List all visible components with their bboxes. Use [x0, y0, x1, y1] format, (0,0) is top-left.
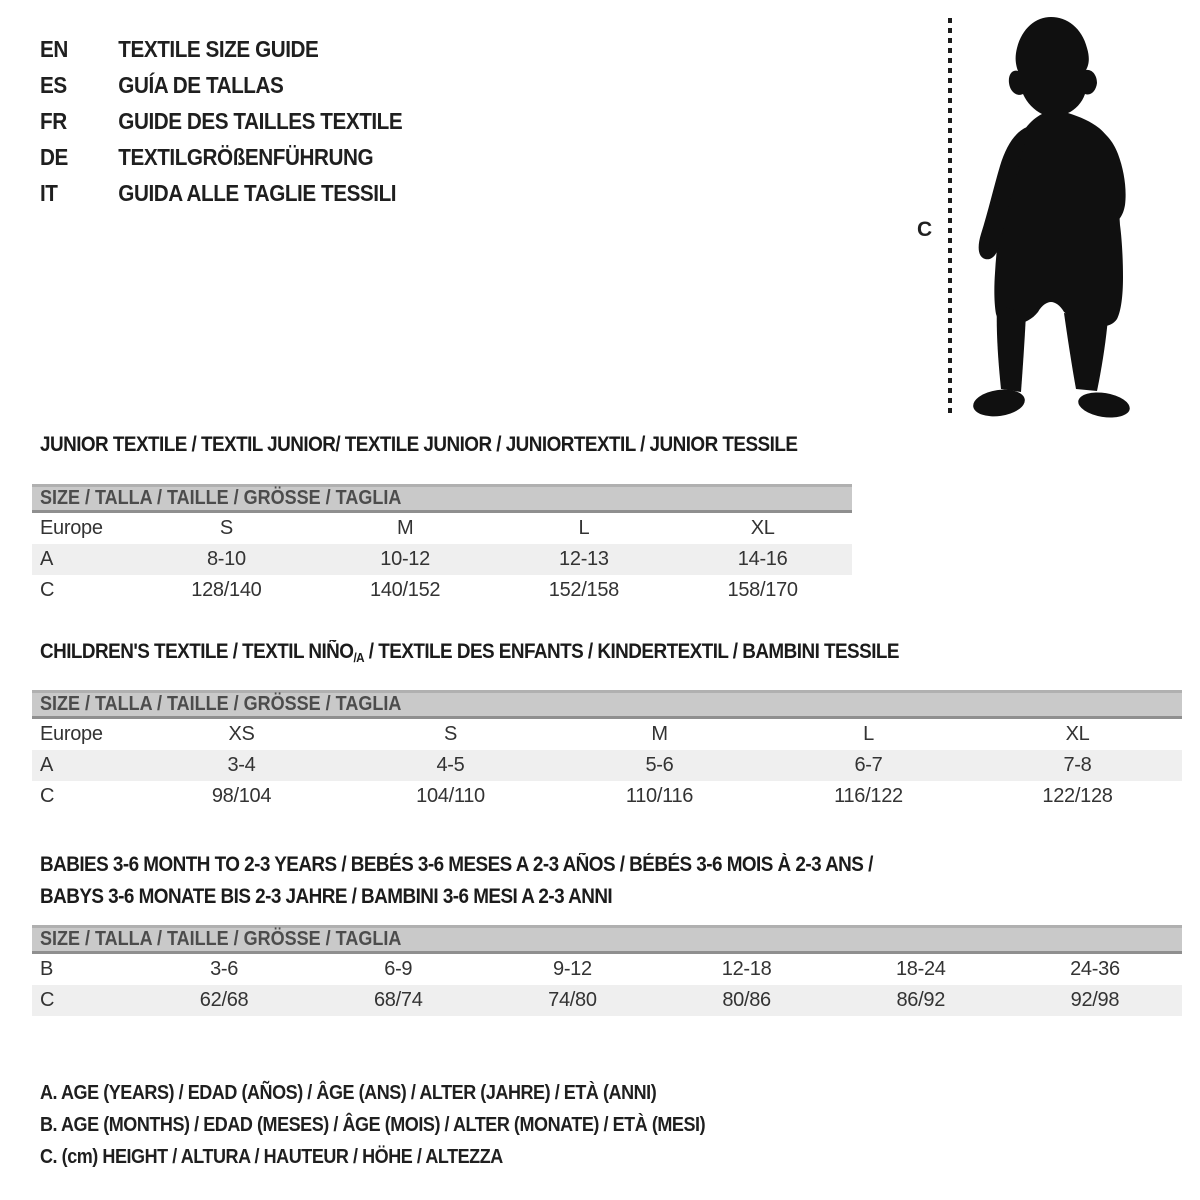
- legend-line-c: C. (cm) HEIGHT / ALTURA / HAUTEUR / HÖHE / ALTEZZA: [40, 1146, 503, 1168]
- lang-row-es: [40, 67, 402, 103]
- table-cell: L: [863, 723, 874, 745]
- size-header-bar: [32, 925, 1182, 954]
- babies-table-rows: [32, 954, 1182, 1016]
- table-cell: 12-18: [721, 958, 772, 980]
- lang-row-it: [40, 175, 402, 211]
- children-size-table: [32, 690, 1182, 812]
- table-cell: L: [578, 517, 590, 539]
- row-label: Europe: [40, 723, 103, 745]
- table-cell: M: [396, 517, 414, 539]
- size-header-bar: [32, 690, 1182, 719]
- table-cell: 3-6: [210, 958, 239, 980]
- row-label: A: [40, 548, 54, 570]
- table-cell: XL: [750, 517, 775, 539]
- table-row-a: [32, 750, 1182, 781]
- table-cell: S: [443, 723, 458, 745]
- table-cell: 5-6: [645, 754, 674, 776]
- row-label: A: [40, 754, 54, 776]
- table-cell: 116/122: [834, 785, 903, 807]
- table-cell: 104/110: [416, 785, 485, 807]
- table-cell: 9-12: [553, 958, 592, 980]
- language-guide-list: [40, 31, 443, 211]
- table-row-c: [32, 575, 852, 606]
- legend-line-a: A. AGE (YEARS) / EDAD (AÑOS) / ÂGE (ANS) / ALTER (JAHRE) / ETÀ (ANNI): [40, 1082, 657, 1104]
- size-header-bar: [32, 484, 852, 513]
- children-table-rows: [32, 719, 1182, 812]
- lang-label: GUIDE DES TAILLES TEXTILE: [118, 107, 403, 134]
- junior-section-heading: JUNIOR TEXTILE / TEXTIL JUNIOR/ TEXTILE JUNIOR / JUNIORTEXTIL / JUNIOR TESSILE: [40, 433, 798, 456]
- table-cell: 158/170: [727, 579, 798, 601]
- lang-code: IT: [40, 179, 58, 206]
- row-label: C: [40, 989, 55, 1011]
- table-cell: S: [219, 517, 233, 539]
- table-row-a: [32, 544, 852, 575]
- table-cell: 86/92: [896, 989, 946, 1011]
- table-cell: 74/80: [548, 989, 597, 1011]
- size-header-text: SIZE / TALLA / TAILLE / GRÖSSE / TAGLIA: [40, 487, 402, 509]
- lang-label: GUÍA DE TALLAS: [118, 71, 284, 98]
- table-row-europe: [32, 513, 852, 544]
- junior-size-table: [32, 484, 852, 606]
- table-row-c: [32, 985, 1182, 1016]
- legend-line-b: B. AGE (MONTHS) / EDAD (MESES) / ÂGE (MOIS) / ALTER (MONATE) / ETÀ (MESI): [40, 1114, 706, 1136]
- table-cell: 80/86: [722, 989, 771, 1011]
- children-heading-pre: CHILDREN'S TEXTILE / TEXTIL NIÑO: [40, 640, 354, 663]
- babies-section-heading-line1: BABIES 3-6 MONTH TO 2-3 YEARS / BEBÉS 3-6 MESES A 2-3 AÑOS / BÉBÉS 3-6 MOIS À 2-3 ANS /: [40, 853, 873, 876]
- table-cell: 152/158: [548, 579, 619, 601]
- table-cell: XS: [228, 723, 255, 745]
- table-cell: 10-12: [380, 548, 430, 570]
- babies-section-heading-line2: BABYS 3-6 MONATE BIS 2-3 JAHRE / BAMBINI 3-6 MESI A 2-3 ANNI: [40, 885, 613, 908]
- table-cell: 14-16: [737, 548, 788, 570]
- row-label: B: [40, 958, 54, 980]
- height-measure-dashed-line: [948, 18, 952, 415]
- table-cell: 122/128: [1042, 785, 1113, 807]
- babies-size-table: [32, 925, 1182, 1016]
- lang-code: ES: [40, 71, 67, 98]
- measure-legend: [40, 1077, 1200, 1173]
- size-header-text: SIZE / TALLA / TAILLE / GRÖSSE / TAGLIA: [40, 693, 402, 715]
- lang-code: EN: [40, 35, 68, 62]
- row-label: Europe: [40, 517, 103, 539]
- lang-label: GUIDA ALLE TAGLIE TESSILI: [118, 179, 397, 206]
- table-cell: 110/116: [625, 785, 694, 807]
- children-section-heading: [40, 640, 994, 666]
- row-label: C: [40, 785, 55, 807]
- height-measure-label: C: [917, 218, 933, 241]
- lang-row-de: [40, 139, 402, 175]
- toddler-silhouette-icon: [963, 15, 1138, 420]
- table-row-c: [32, 781, 1182, 812]
- table-cell: 18-24: [895, 958, 946, 980]
- children-heading-post: / TEXTILE DES ENFANTS / KINDERTEXTIL / BAMBINI TESSILE: [364, 640, 899, 663]
- table-cell: XL: [1065, 723, 1090, 745]
- table-cell: 140/152: [370, 579, 441, 601]
- size-header-text: SIZE / TALLA / TAILLE / GRÖSSE / TAGLIA: [40, 928, 402, 950]
- table-row-europe: [32, 719, 1182, 750]
- lang-label: TEXTILE SIZE GUIDE: [118, 35, 319, 62]
- table-cell: 128/140: [191, 579, 262, 601]
- table-cell: 98/104: [211, 785, 272, 807]
- lang-code: DE: [40, 143, 68, 170]
- table-cell: 12-13: [559, 548, 609, 570]
- lang-row-fr: [40, 103, 402, 139]
- table-cell: 92/98: [1070, 989, 1120, 1011]
- table-cell: 6-7: [854, 754, 883, 776]
- table-cell: 7-8: [1063, 754, 1092, 776]
- table-cell: 24-36: [1070, 958, 1120, 980]
- table-cell: 3-4: [227, 754, 256, 776]
- table-cell: 62/68: [199, 989, 249, 1011]
- table-row-b: [32, 954, 1182, 985]
- table-cell: 6-9: [384, 958, 413, 980]
- lang-label: TEXTILGRÖßENFÜHRUNG: [118, 143, 374, 170]
- table-cell: 4-5: [436, 754, 465, 776]
- lang-code: FR: [40, 107, 67, 134]
- row-label: C: [40, 579, 55, 601]
- lang-row-en: [40, 31, 402, 67]
- table-cell: 8-10: [206, 548, 246, 570]
- table-cell: 68/74: [373, 989, 423, 1011]
- junior-table-rows: [32, 513, 852, 606]
- table-cell: M: [651, 723, 668, 745]
- children-heading-sub: /A: [353, 650, 365, 665]
